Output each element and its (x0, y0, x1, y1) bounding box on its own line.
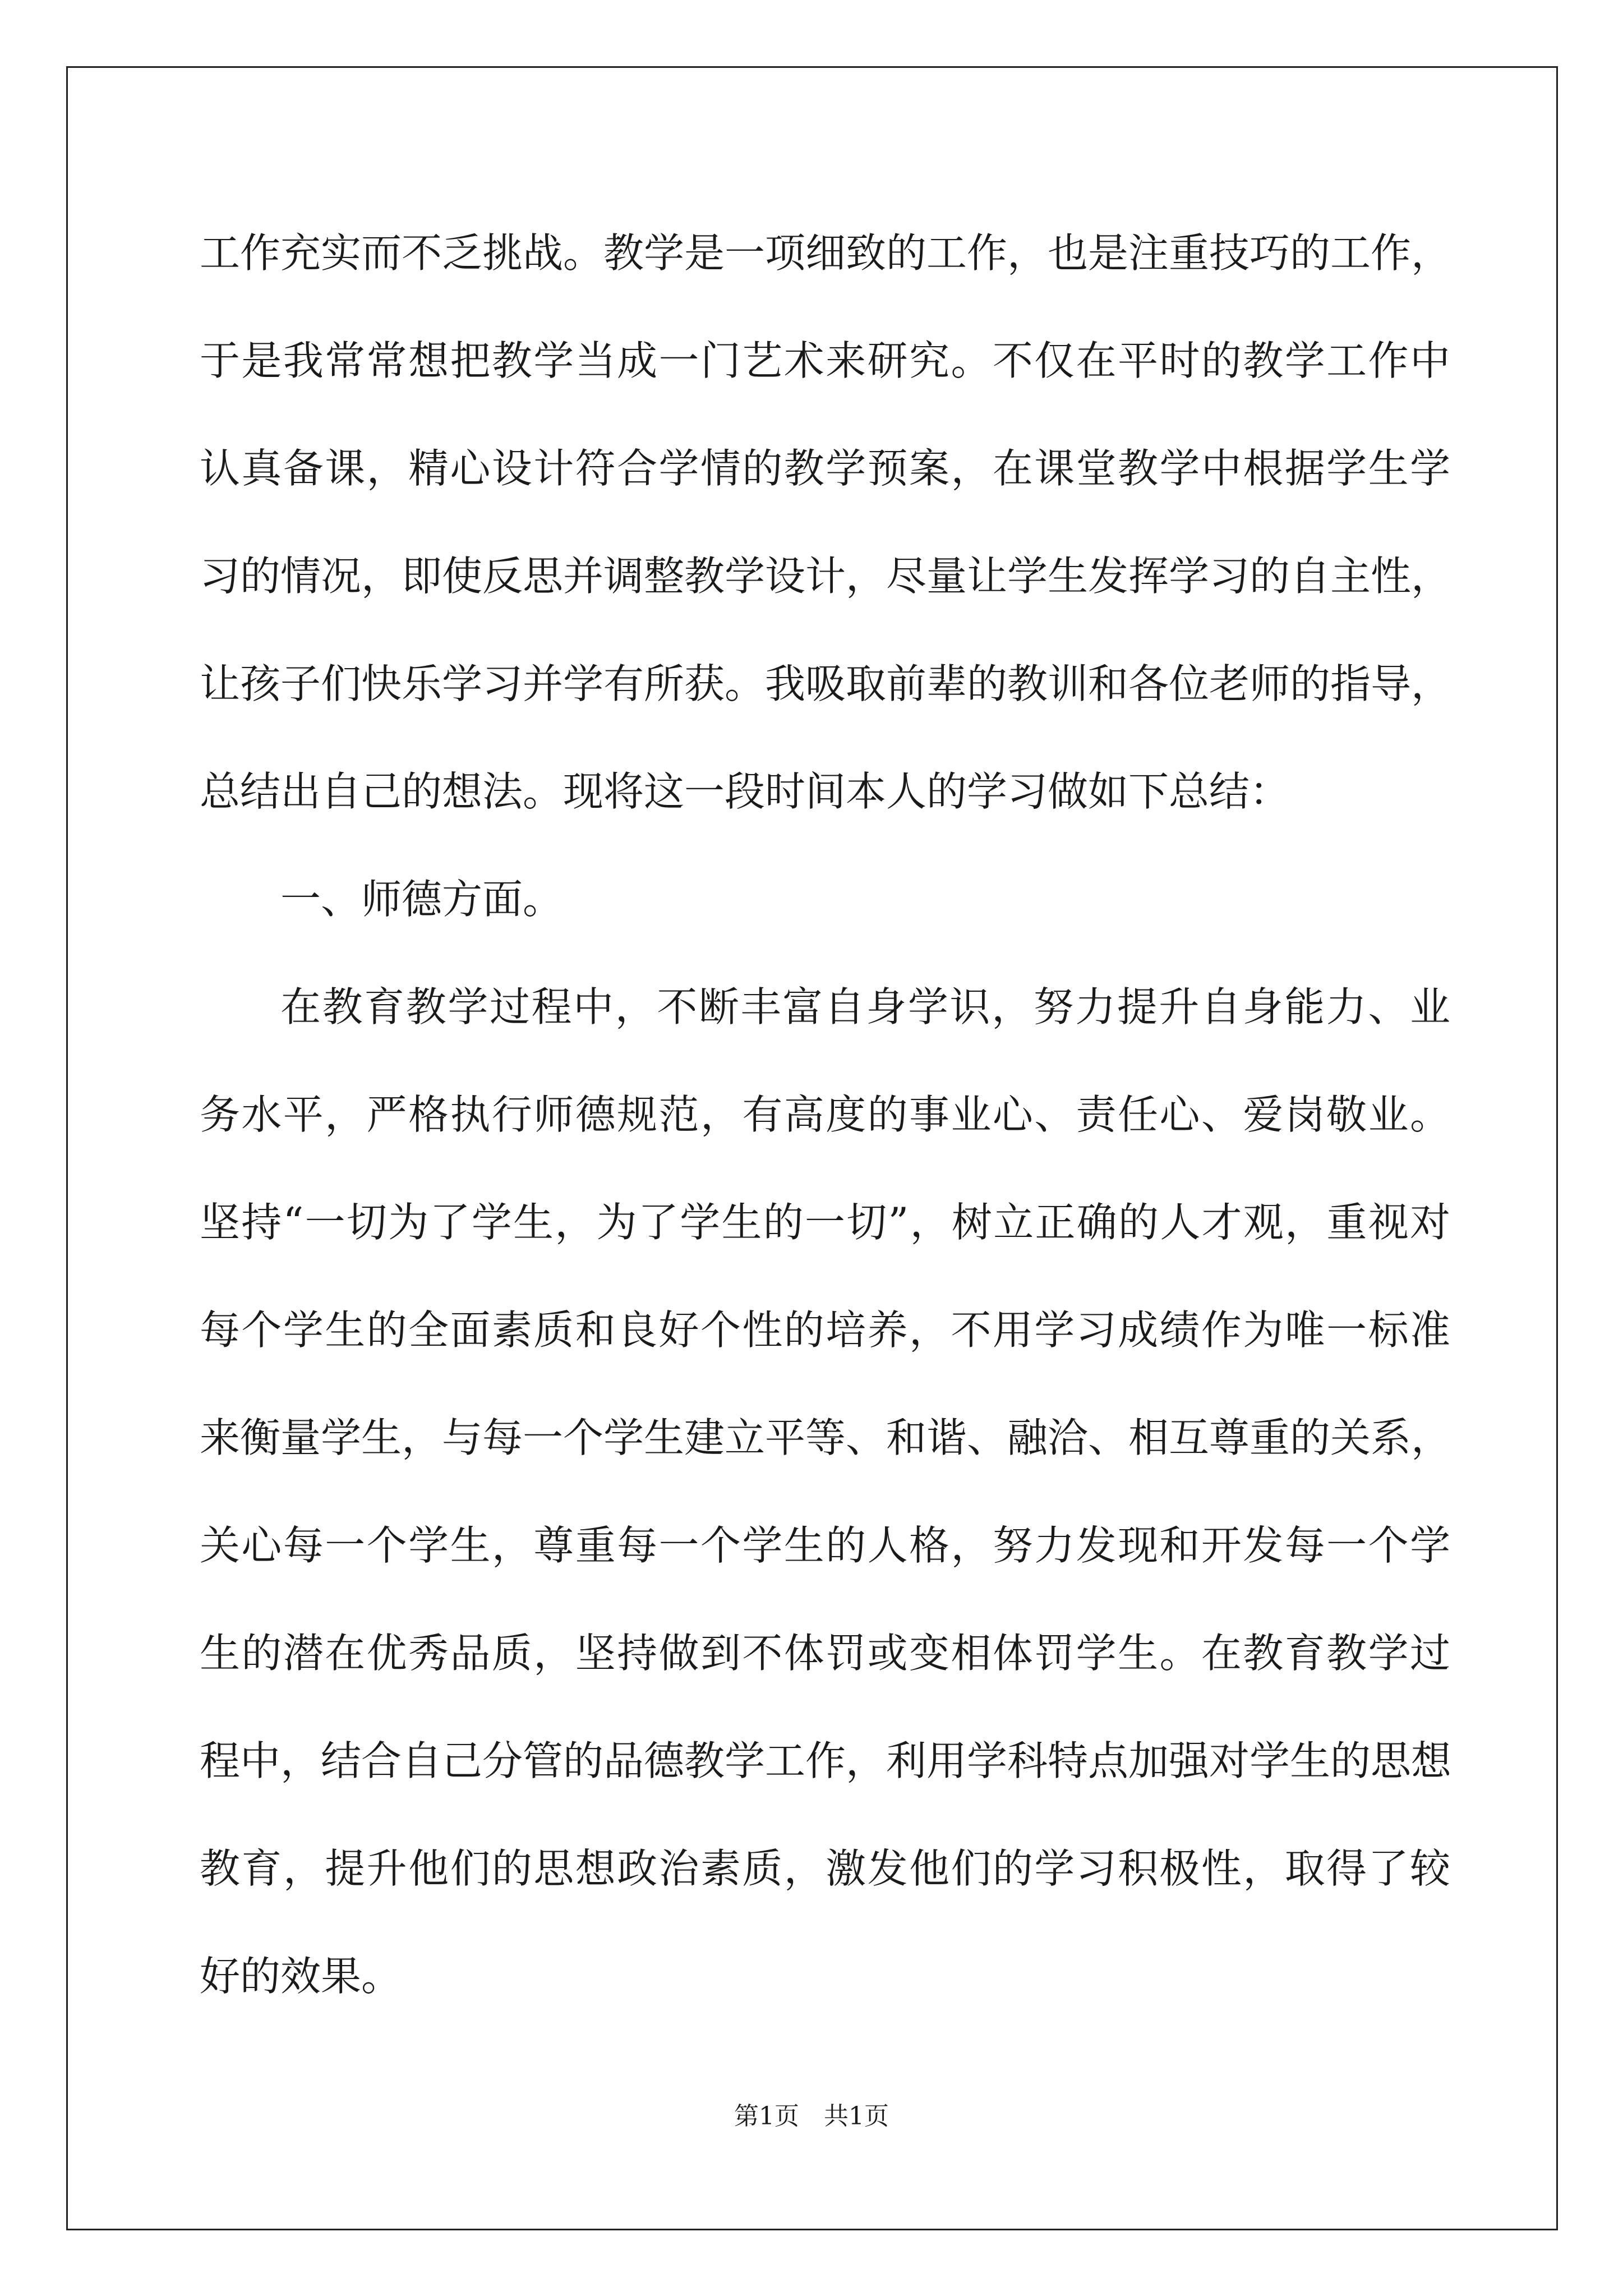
text-line: 一、师德方面。 (280, 876, 564, 923)
page-number: 第1页 (734, 2102, 799, 2131)
text-line: 关心每一个学生，尊重每一个学生的人格，努力发现和开发每一个学 (200, 1522, 1450, 1569)
text-line: 工作充实而不乏挑战。教学是一项细致的工作，也是注重技巧的工作， (200, 229, 1452, 277)
text-line: 每个学生的全面素质和良好个性的培养，不用学习成绩作为唯一标准 (200, 1306, 1450, 1354)
text-line: 让孩子们快乐学习并学有所获。我吸取前辈的教训和各位老师的指导， (200, 660, 1452, 707)
text-line: 于是我常常想把教学当成一门艺术来研究。不仅在平时的教学工作中 (200, 337, 1450, 384)
text-line: 好的效果。 (200, 1953, 402, 2000)
text-line: 坚持“一切为了学生，为了学生的一切”，树立正确的人才观，重视对 (200, 1199, 1450, 1246)
text-line: 来衡量学生，与每一个学生建立平等、和谐、融洽、相互尊重的关系， (200, 1414, 1452, 1461)
text-line: 总结出自己的想法。现将这一段时间本人的学习做如下总结： (200, 768, 1290, 815)
document-body (200, 199, 1450, 2030)
page-total: 共1页 (824, 2102, 889, 2131)
text-line: 认真备课，精心设计符合学情的教学预案，在课堂教学中根据学生学 (200, 445, 1450, 492)
text-line: 习的情况，即使反思并调整教学设计，尽量让学生发挥学习的自主性， (200, 553, 1452, 600)
text-line: 在教育教学过程中，不断丰富自身学识，努力提升自身能力、业 (280, 983, 1450, 1030)
text-line: 程中，结合自己分管的品德教学工作，利用学科特点加强对学生的思想 (200, 1737, 1452, 1784)
text-line: 生的潜在优秀品质，坚持做到不体罚或变相体罚学生。在教育教学过 (200, 1630, 1450, 1677)
page-footer (0, 2096, 1623, 2132)
text-line: 务水平，严格执行师德规范，有高度的事业心、责任心、爱岗敬业。 (200, 1091, 1450, 1138)
text-line: 教育，提升他们的思想政治素质，激发他们的学习积极性，取得了较 (200, 1845, 1450, 1892)
